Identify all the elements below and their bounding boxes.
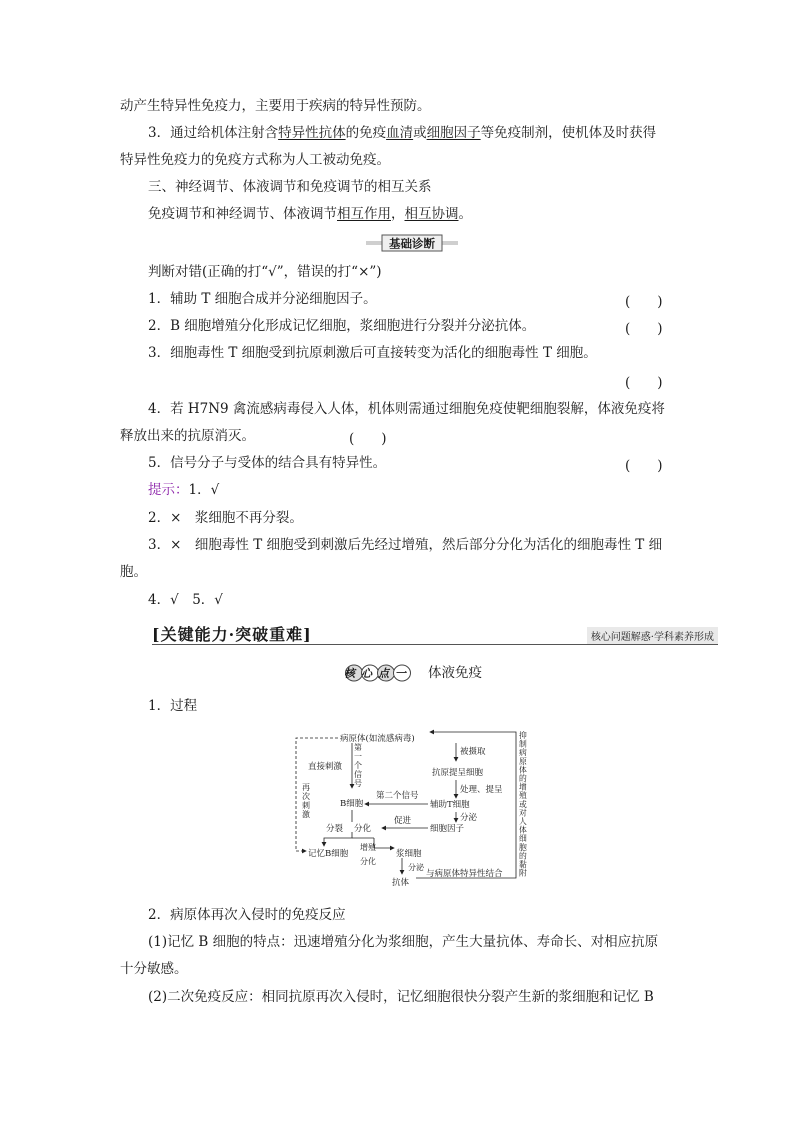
label-inhibit (519, 730, 527, 878)
answer-bracket: ( ) (625, 458, 663, 474)
label-secrete: 分泌 (460, 813, 478, 823)
svg-text:刺: 刺 (302, 801, 310, 810)
question-2: 2．B 细胞增殖分化形成记忆细胞，浆细胞进行分裂并分泌抗体。 (148, 318, 536, 334)
inhibit-char: 体 (519, 765, 527, 775)
hint-label: 提示： (148, 482, 189, 498)
text-segment: ， (391, 206, 405, 222)
svg-text:信: 信 (354, 770, 362, 779)
node-th-cell: 辅助T细胞 (430, 800, 470, 810)
label-bind: 与病原体特异性结合 (426, 869, 503, 879)
inhibit-char: 增 (519, 782, 527, 792)
answer-bracket: ( ) (625, 321, 663, 337)
label-differentiate2: 分化 (360, 857, 376, 866)
inhibit-char: 或 (519, 799, 527, 809)
hint-line: 2．× 浆细胞不再分裂。 (148, 510, 303, 526)
badge-graphic (366, 234, 458, 252)
inhibit-char: 抑 (519, 731, 527, 740)
section-title: [关键能力·突破重难] (152, 625, 312, 644)
label-secrete2: 分泌 (408, 863, 424, 872)
subheading: 2．病原体再次入侵时的免疫反应 (148, 907, 346, 923)
badge-label: 基础诊断 (389, 236, 435, 251)
question-4-cont: 释放出来的抗原消灭。 (120, 428, 255, 444)
label-direct: 直接刺激 (308, 762, 343, 772)
label-signal1 (354, 742, 362, 788)
inhibit-char: 细 (519, 834, 527, 844)
heading: 三、神经调节、体液调节和免疫调节的相互关系 (148, 179, 432, 195)
hint-line: 胞。 (120, 564, 147, 580)
inhibit-char: 原 (519, 756, 527, 766)
text-line: 十分敏感。 (120, 961, 188, 977)
label-divide: 分裂 (326, 824, 344, 834)
hint-answer: 1．√ (188, 482, 220, 498)
inhibit-char: 附 (519, 868, 527, 878)
hint-line (148, 481, 219, 499)
svg-text:个: 个 (354, 761, 362, 770)
text-line: (2)二次免疫反应：相同抗原再次入侵时，记忆细胞很快分裂产生新的浆细胞和记忆 B (148, 989, 654, 1005)
inhibit-char: 制 (519, 739, 527, 749)
answer-bracket: ( ) (349, 431, 387, 447)
question-4: 4．若 H7N9 禽流感病毒侵入人体，机体则需通过细胞免疫使靶细胞裂解，体液免疫将 (148, 401, 665, 417)
humoral-immunity-diagram (290, 726, 535, 891)
svg-text:再: 再 (302, 783, 310, 792)
label-signal2: 第二个信号 (376, 791, 419, 801)
text-segment: 或 (413, 125, 427, 141)
node-pathogen: 病原体(如流感病毒) (340, 734, 415, 744)
label-differentiate: 分化 (354, 824, 372, 834)
underlined-term: 特异性抗体 (278, 125, 346, 141)
svg-text:号: 号 (354, 779, 362, 788)
svg-text:一: 一 (354, 752, 362, 761)
hint-line: 4．√ 5．√ (148, 592, 223, 608)
inhibit-char: 黏 (519, 860, 527, 869)
text-segment: 。 (458, 206, 472, 222)
svg-text:第: 第 (354, 743, 362, 752)
keypoint-badge (345, 664, 411, 682)
inhibit-char: 殖 (519, 791, 527, 801)
inhibit-char: 胞 (519, 842, 527, 852)
answer-bracket: ( ) (625, 294, 663, 310)
section-badge (366, 234, 458, 252)
underlined-term: 细胞因子 (426, 125, 481, 141)
keypoint-title: 体液免疫 (428, 665, 482, 681)
text-line (148, 124, 656, 142)
label-process: 处理、提呈 (460, 785, 503, 795)
text-line: (1)记忆 B 细胞的特点：迅速增殖分化为浆细胞，产生大量抗体、寿命长、对相应抗原 (148, 934, 659, 950)
keypoint-graphic (345, 664, 411, 682)
section-header (152, 622, 718, 646)
node-antibody: 抗体 (392, 878, 410, 888)
inhibit-char: 对 (519, 808, 527, 818)
label-restim (302, 783, 310, 819)
text-segment: 3．通过给机体注射含 (148, 125, 279, 141)
question-3: 3．细胞毒性 T 细胞受到抗原刺激后可直接转变为活化的细胞毒性 T 细胞。 (148, 345, 597, 361)
text-segment: 等免疫制剂，使机体及时获得 (480, 125, 657, 141)
text-line: 动产生特异性免疫力，主要用于疾病的特异性预防。 (120, 98, 431, 114)
text-segment: 的免疫 (345, 125, 387, 141)
label-taken: 被摄取 (460, 747, 486, 757)
svg-text:次: 次 (302, 792, 310, 801)
node-b-cell: B细胞 (340, 799, 364, 809)
inhibit-char: 的 (519, 774, 527, 783)
subheading: 1．过程 (148, 698, 198, 714)
divider (152, 644, 718, 645)
text-line (148, 205, 472, 223)
node-memory-b: 记忆B细胞 (308, 849, 349, 859)
inhibit-char: 病 (519, 748, 527, 758)
node-cytokine: 细胞因子 (430, 824, 465, 834)
question-5: 5．信号分子与受体的结合具有特异性。 (148, 455, 387, 471)
text-line: 特异性免疫力的免疫方式称为人工被动免疫。 (120, 152, 390, 168)
node-apc: 抗原提呈细胞 (432, 768, 484, 778)
keypoint-label: 核心点一 (345, 667, 411, 680)
hint-line: 3．× 细胞毒性 T 细胞受到刺激后先经过增殖，然后部分分化为活化的细胞毒性 T 细 (148, 537, 663, 553)
underlined-term: 血清 (386, 125, 414, 141)
label-proliferate: 增殖 (360, 843, 376, 852)
label-promote: 促进 (394, 816, 412, 826)
inhibit-char: 体 (519, 825, 527, 835)
inhibit-char: 的 (519, 851, 527, 861)
underlined-term: 相互协调 (404, 206, 459, 222)
node-plasma: 浆细胞 (396, 849, 422, 859)
text-segment: 免疫调节和神经调节、体液调节 (148, 206, 337, 222)
inhibit-char: 人 (519, 817, 527, 826)
instruction: 判断对错(正确的打“√”，错误的打“×”) (148, 264, 382, 280)
question-1: 1．辅助 T 细胞合成并分泌细胞因子。 (148, 291, 377, 307)
svg-text:激: 激 (302, 810, 310, 819)
underlined-term: 相互作用 (337, 206, 391, 222)
section-subtitle: 核心问题解惑·学科素养形成 (587, 627, 718, 644)
answer-bracket: ( ) (625, 375, 663, 391)
